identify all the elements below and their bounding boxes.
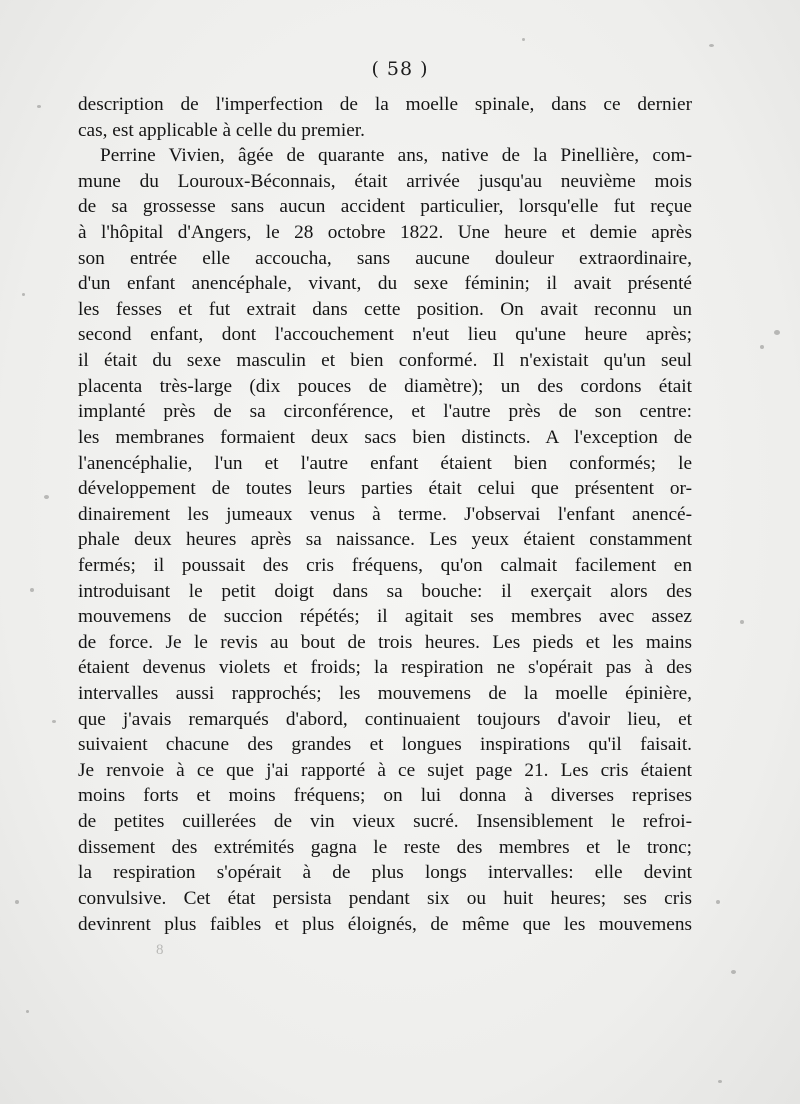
paper-speck bbox=[718, 1080, 722, 1083]
paper-speck bbox=[22, 293, 25, 296]
text-line: de petites cuillerées de vin vieux sucré. Insensiblement le refroi- bbox=[78, 811, 692, 833]
text-line: placenta très-large (dix pouces de diamètre); un des cordons était bbox=[78, 375, 692, 397]
text-line: dissement des extrémités gagna le reste des membres et le tronc; bbox=[78, 836, 692, 858]
text-line: introduisant le petit doigt dans sa bouche: il exerçait alors des bbox=[78, 580, 692, 602]
text-line: Je renvoie à ce que j'ai rapporté à ce sujet page 21. Les cris étaient bbox=[78, 759, 692, 781]
paper-speck bbox=[26, 1010, 29, 1013]
text-line: son entrée elle accoucha, sans aucune douleur extraordinaire, bbox=[78, 247, 692, 269]
text-line: les membranes formaient deux sacs bien distincts. A l'exception de bbox=[78, 426, 692, 448]
paper-speck bbox=[52, 720, 56, 723]
paper-speck bbox=[709, 44, 714, 47]
text-line: l'anencéphalie, l'un et l'autre enfant étaient bien conformés; le bbox=[78, 452, 692, 474]
text-line: que j'avais remarqués d'abord, continuaient toujours d'avoir lieu, et bbox=[78, 708, 692, 730]
paper-speck bbox=[44, 495, 49, 499]
text-line: devinrent plus faibles et plus éloignés, de même que les mouvemens bbox=[78, 913, 692, 935]
body-text bbox=[78, 92, 692, 937]
paper-speck bbox=[716, 900, 720, 904]
text-line: moins forts et moins fréquens; on lui donna à diverses reprises bbox=[78, 785, 692, 807]
paper-speck bbox=[30, 588, 34, 592]
paper-speck bbox=[37, 105, 41, 108]
text-line: suivaient chacune des grandes et longues inspirations qu'il faisait. bbox=[78, 734, 692, 756]
text-line: intervalles aussi rapprochés; les mouvemens de la moelle épinière, bbox=[78, 683, 692, 705]
page-number: ( 58 ) bbox=[371, 58, 429, 80]
text-line: la respiration s'opérait à de plus longs intervalles: elle devint bbox=[78, 862, 692, 884]
paper-speck bbox=[15, 900, 19, 904]
text-line: phale deux heures après sa naissance. Les yeux étaient constamment bbox=[78, 529, 692, 551]
text-line: il était du sexe masculin et bien conformé. Il n'existait qu'un seul bbox=[78, 350, 692, 372]
text-line: les fesses et fut extrait dans cette position. On avait reconnu un bbox=[78, 298, 692, 320]
text-line: développement de toutes leurs parties était celui que présentent or- bbox=[78, 478, 692, 500]
text-line: de sa grossesse sans aucun accident particulier, lorsqu'elle fut reçue bbox=[78, 196, 692, 218]
paper-speck bbox=[760, 345, 764, 349]
text-line: mune du Louroux-Béconnais, était arrivée jusqu'au neuvième mois bbox=[78, 170, 692, 192]
text-line: à l'hôpital d'Angers, le 28 octobre 1822. Une heure et demie après bbox=[78, 222, 692, 244]
text-line: description de l'imperfection de la moelle spinale, dans ce dernier bbox=[78, 94, 692, 115]
paper-speck bbox=[740, 620, 744, 624]
text-line: convulsive. Cet état persista pendant six ou huit heures; ses cris bbox=[78, 887, 692, 909]
paper-speck bbox=[522, 38, 525, 41]
text-line: second enfant, dont l'accouchement n'eut lieu qu'une heure après; bbox=[78, 324, 692, 346]
text-line: dinairement les jumeaux venus à terme. J'observai l'enfant anencé- bbox=[78, 503, 692, 525]
text-line: fermés; il poussait des cris fréquens, qu'on calmait facilement en bbox=[78, 554, 692, 576]
text-line: implanté près de sa circonférence, et l'autre près de son centre: bbox=[78, 401, 692, 423]
text-line: Perrine Vivien, âgée de quarante ans, native de la Pinellière, com- bbox=[100, 145, 692, 167]
text-line: étaient devenus violets et froids; la respiration ne s'opérait pas à des bbox=[78, 657, 692, 679]
paper-speck bbox=[774, 330, 780, 335]
paper-speck bbox=[731, 970, 736, 974]
text-line: mouvemens de succion répétés; il agitait ses membres avec assez bbox=[78, 606, 692, 628]
text-line: cas, est applicable à celle du premier. bbox=[78, 119, 365, 141]
text-line: d'un enfant anencéphale, vivant, du sexe féminin; il avait présenté bbox=[78, 273, 692, 295]
margin-mark: 8 bbox=[156, 942, 164, 958]
text-line: de force. Je le revis au bout de trois heures. Les pieds et les mains bbox=[78, 631, 692, 653]
